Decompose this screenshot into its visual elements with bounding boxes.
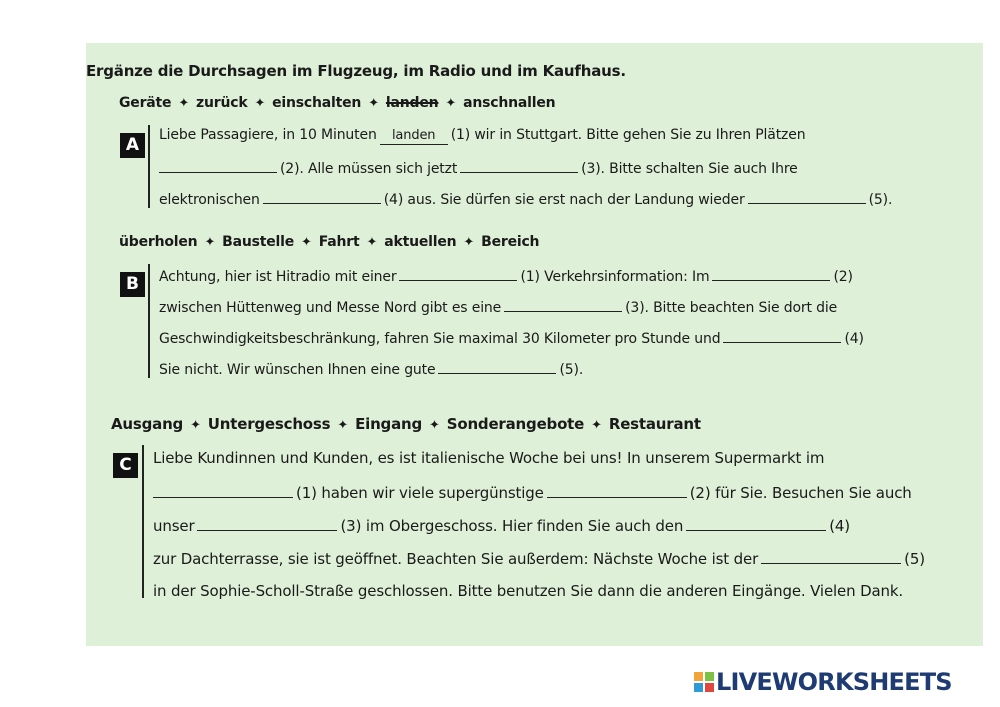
word-bank-a [119,95,555,111]
exercise-title: Ergänze die Durchsagen im Flugzeug, im Radio und im Kaufhaus. [86,62,626,80]
text-line: in der Sophie-Scholl-Straße geschlossen. Bitte benutzen Sie dann die anderen Eingänge. Vielen Dank. [153,582,904,600]
answer-blank[interactable] [197,516,337,531]
answer-blank[interactable] [159,158,277,173]
four-point-star-icon: ✦ [204,235,216,250]
answer-blank[interactable] [399,266,517,281]
word-bank-b [119,234,539,250]
four-point-star-icon: ✦ [337,418,349,433]
answer-blank[interactable] [723,328,841,343]
text-line: zur Dachterrasse, sie ist geöffnet. Beachten Sie außerdem: Nächste Woche ist der (5) [153,550,925,568]
word: Geräte [119,95,172,111]
section-bracket [148,125,150,208]
text-line: (2). Alle müssen sich jetzt (3). Bitte schalten Sie auch Ihre [159,158,798,177]
four-point-star-icon: ✦ [190,418,201,433]
section-letter-b: B [120,272,145,297]
text-line: zwischen Hüttenweg und Messe Nord gibt es eine (3). Bitte beachten Sie dort die [159,297,837,316]
liveworksheets-logo-icon [694,672,714,692]
answer-blank[interactable] [712,266,830,281]
answer-blank[interactable] [761,549,901,564]
text-line: Geschwindigkeitsbeschränkung, fahren Sie maximal 30 Kilometer pro Stunde und (4) [159,328,864,347]
text-line: elektronischen (4) aus. Sie dürfen sie erst nach der Landung wieder (5). [159,189,892,208]
text-line: Sie nicht. Wir wünschen Ihnen eine gute (5). [159,359,583,378]
text-line: unser (3) im Obergeschoss. Hier finden Sie auch den (4) [153,517,850,535]
word: anschnallen [463,95,556,111]
text-line: Liebe Kundinnen und Kunden, es ist italienische Woche bei uns! In unserem Supermarkt im [153,449,825,467]
answer-blank[interactable] [460,158,578,173]
answer-blank[interactable]: landen [380,130,448,145]
word-used: landen [385,95,439,111]
brand-name: LIVEWORKSHEETS [716,668,952,696]
word: zurück [196,95,248,111]
word: Fahrt [318,234,360,250]
section-letter-a: A [120,133,145,158]
word: Sonderangebote [446,415,585,433]
word-bank-c [111,415,701,433]
section-bracket [148,264,150,378]
four-point-star-icon: ✦ [254,96,266,111]
answer-blank[interactable] [686,516,826,531]
four-point-star-icon: ✦ [366,235,378,250]
four-point-star-icon: ✦ [301,235,312,250]
answer-blank[interactable] [263,189,381,204]
word: Eingang [355,415,423,433]
word: Ausgang [111,415,184,433]
word: Bereich [481,234,540,250]
word: einschalten [272,95,362,111]
section-letter-c: C [113,453,138,478]
word: aktuellen [384,234,457,250]
text-line: Achtung, hier ist Hitradio mit einer (1) Verkehrsinformation: Im (2) [159,266,853,285]
answer-blank[interactable] [748,189,866,204]
four-point-star-icon: ✦ [429,418,440,433]
four-point-star-icon: ✦ [445,96,457,111]
four-point-star-icon: ✦ [591,418,602,433]
word: Baustelle [222,234,295,250]
text-line: Liebe Passagiere, in 10 Minuten landen (1) wir in Stuttgart. Bitte gehen Sie zu Ihren Plätzen [159,127,806,143]
answer-blank[interactable] [504,297,622,312]
section-bracket [142,445,144,598]
text-line: (1) haben wir viele supergünstige (2) für Sie. Besuchen Sie auch [153,483,912,502]
four-point-star-icon: ✦ [463,235,475,250]
four-point-star-icon: ✦ [178,96,190,111]
answer-blank[interactable] [153,483,293,498]
word: Restaurant [608,415,701,433]
answer-blank[interactable] [438,359,556,374]
word: überholen [119,234,198,250]
word: Untergeschoss [207,415,331,433]
four-point-star-icon: ✦ [368,96,379,111]
answer-blank[interactable] [547,483,687,498]
